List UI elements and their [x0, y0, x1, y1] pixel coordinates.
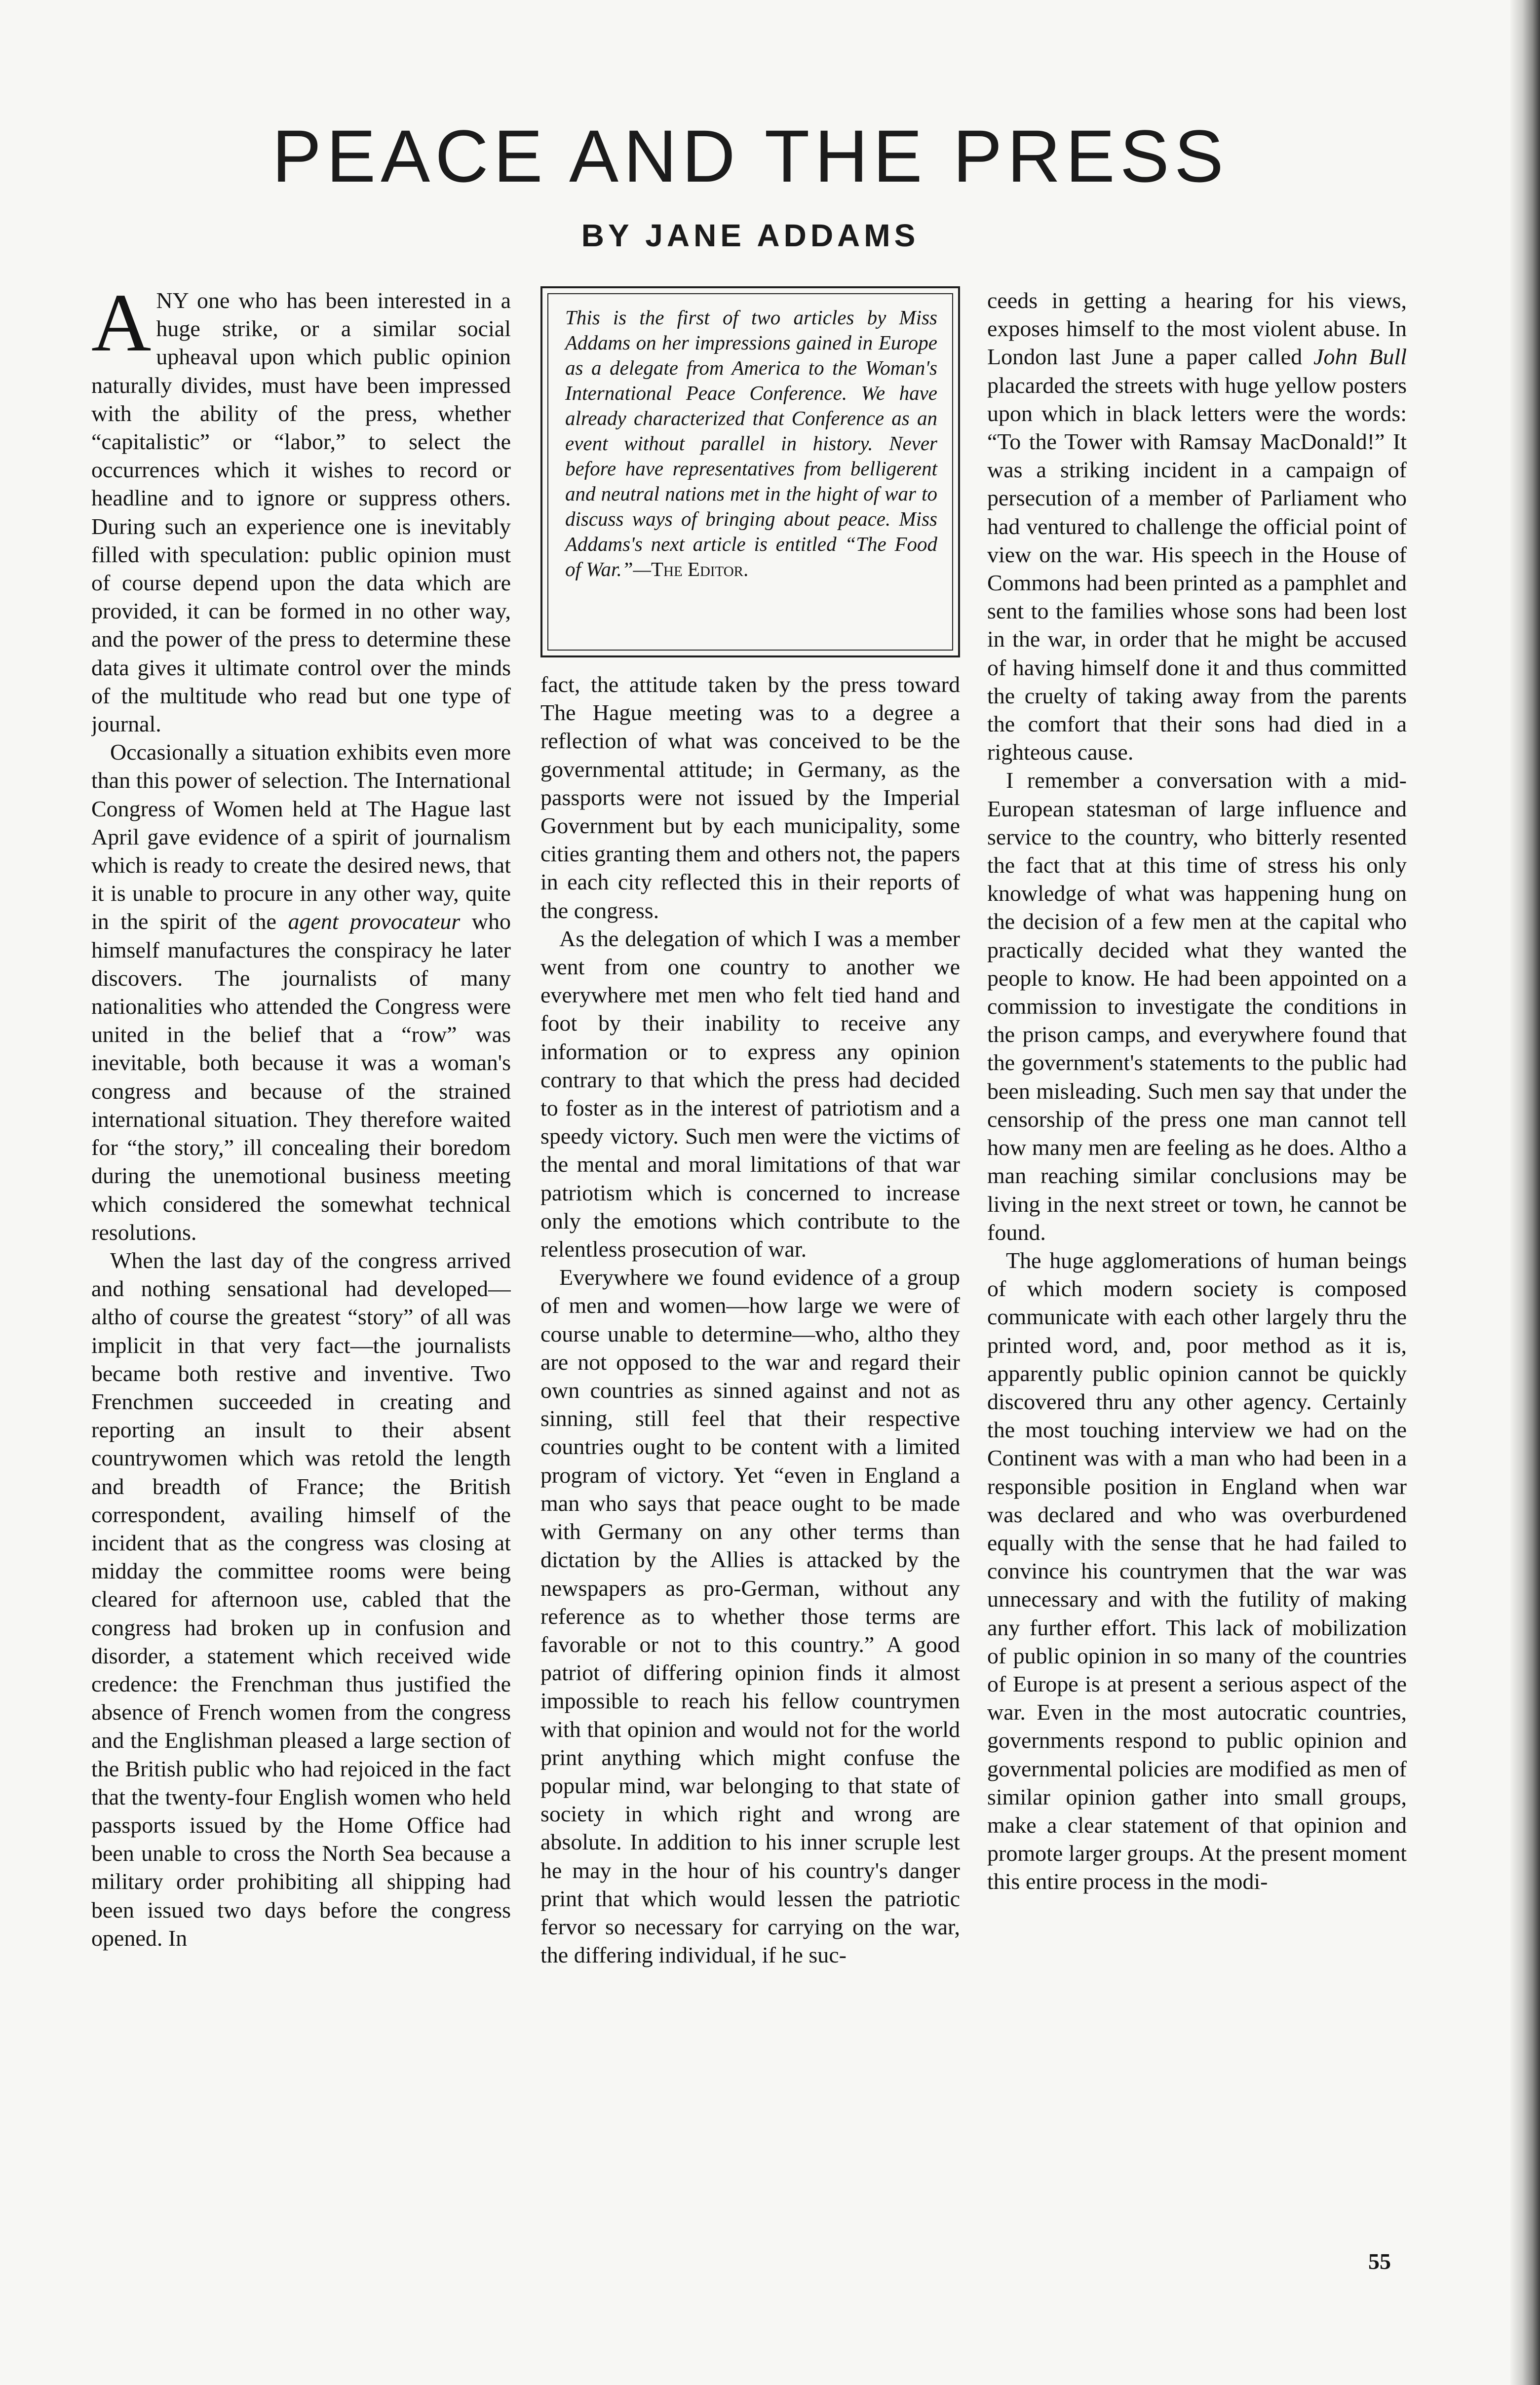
- paragraph: [91, 286, 511, 738]
- paragraph: The huge agglomerations of human beings of which modern society is composed communicate with each other largely thru the printed word, and, poor method as it is, apparently public opinion cannot be quickly discovered thru any other agency. Certainly the most touching interview we had on the Continent was with a man who had been in a responsible position in England when war was declared and who was overburdened equally with the sense that he had failed to convince his countrymen that the war was unnecessary and with the futility of making any further effort. This lack of mobilization of public opinion in so many of the countries of Europe is at present a serious aspect of the war. Even in the most autocratic countries, governments respond to public opinion and governmental policies are modified as men of similar opinion gather into small groups, make a clear statement of that opinion and promote larger groups. At the present moment this entire process in the modi-: [987, 1247, 1407, 1894]
- text-column-3: [987, 286, 1407, 2226]
- text-column-2: [540, 286, 960, 2226]
- editor-note-text: This is the first of two articles by Miss Addams on her impressions gained in Europe as a delegate from America to the Woman's International Peace Conference. We have already characterized that Conference as an event without parallel in history. Never before have representatives from belligerent and neutral nations met in the hight of war to discuss ways of bringing about peace. Miss Addams's next article is entitled “The Food of War.”—: [565, 306, 937, 580]
- paragraph: Everywhere we found evidence of a group of men and women—how large we were of course unable to determine—who, altho they are not opposed to the war and regard their own countries as sinned against and not as sinning, still feel that their respective countries ought to be content with a limited program of victory. Yet “even in England a man who says that peace ought to be made with Germany on any other terms than dictation by the Allies is attacked by the newspapers as pro-German, without any reference as to whether those terms are favorable or not to this country.” A good patriot of differing opinion finds it almost impossible to reach his fellow countrymen with that opinion and would not for the world print anything which might confuse the popular mind, war belonging to that state of society in which right and wrong are absolute. In addition to his inner scruple lest he may in the hour of his country's danger print that which would lessen the patriotic fervor so necessary for carrying on the war, the differing individual, if he suc-: [540, 1265, 960, 1968]
- editor-note: [547, 293, 953, 651]
- paragraph: [91, 738, 511, 1246]
- paragraph: As the delegation of which I was a member went from one country to another we everywhere met men who felt tied hand and foot by their inability to receive any information or to express any opinion contrary to that which the press had decided to foster as in the interest of patriotism and a speedy victory. Such men were the victims of the mental and moral limitations of that war patriotism which is concerned to increase only the emotions which contribute to the relentless prosecution of war.: [540, 925, 960, 1262]
- article-byline: BY JANE ADDAMS: [581, 218, 920, 253]
- article-title: PEACE AND THE PRESS: [272, 115, 1229, 197]
- paragraph-text: NY one who has been interested in a huge strike, or a similar social upheaval upon which public opinion naturally divides, must have been impressed with the ability of the press, whether “capitalistic” or “labor,” to select the occurrences which it wishes to record or headline and to ignore or suppress others. During such an experience one is inevitably filled with speculation: public opinion must of course depend upon the data which are provided, it can be formed in no other way, and the power of the press to determine these data gives it ultimate control over the minds of the multitude who read but one type of journal.: [91, 288, 511, 737]
- page-number: 55: [1368, 2249, 1391, 2274]
- italic-title: John Bull: [1313, 344, 1407, 370]
- paragraph: When the last day of the congress arrived and nothing sensational had developed—altho of course the greatest “story” of all was implicit in that very fact—the journalists became both restive and inventive. Two Frenchmen succeeded in creating and reporting an insult to their absent countrywomen which was retold the length and breadth of France; the British correspondent, availing himself of the incident that as the congress was closing at midday the committee rooms were being cleared for afternoon use, cabled that the congress had broken up in confusion and disorder, a statement which received wide credence: the Frenchman thus justified the absence of French women from the congress and the Englishman pleased a large section of the British public who had rejoiced in the fact that the twenty-four English women who held passports issued by the Home Office had been unable to cross the North Sea because a military order prohibiting all shipping had been issued two days before the congress opened. In: [91, 1247, 511, 1951]
- page-edge-shadow: [1510, 0, 1540, 2385]
- text-column-1: [91, 286, 511, 2226]
- italic-term: agent provocateur: [288, 909, 461, 934]
- paragraph: fact, the attitude taken by the press toward The Hague meeting was to a degree a reflection of what was conceived to be the governmental attitude; in Germany, as the passports were not issued by the Imperial Government but by each municipality, some cities granting them and others not, the papers in each city reflected this in their reports of the congress.: [540, 672, 960, 923]
- editor-note-box: [540, 286, 960, 657]
- drop-cap: A: [91, 286, 152, 369]
- paragraph: [987, 286, 1407, 766]
- paragraph-text: who himself manufactures the conspiracy he later discovers. The journalists of many nationalities who attended the Congress were united in the belief that a “row” was inevitable, both because it was a woman's congress and because of the strained international situation. They therefore waited for “the story,” ill concealing their boredom during the unemotional business meeting which considered the somewhat technical resolutions.: [91, 909, 511, 1245]
- paragraph-text: placarded the streets with huge yellow posters upon which in black letters were the words: “To the Tower with Ramsay MacDonald!” It was a striking incident in a campaign of persecution of a member of Parliament who had ventured to challenge the official point of view on the war. His speech in the House of Commons had been printed as a pamphlet and sent to the families whose sons had been lost in the war, in order that he might be accused of having himself done it and thus committed the cruelty of taking away from the parents the comfort that their sons had died in a righteous cause.: [987, 372, 1407, 765]
- paragraph-text: ceeds in getting a hearing for his views, exposes himself to the most violent abuse. In London last June a paper called: [987, 288, 1407, 370]
- paragraph: I remember a conversation with a mid-European statesman of large influence and service to the country, who bitterly resented the fact that at this time of stress his only knowledge of what was happening hung on the decision of a few men at the capital who practically decided what they wanted the people to know. He had been appointed on a commission to investigate the conditions in the prison camps, and everywhere found that the government's statements to the public had been misleading. Such men say that under the censorship of the press one man cannot tell how many men are feeling as he does. Altho a man reaching similar conclusions may be living in the next street or town, he cannot be found.: [987, 768, 1407, 1245]
- paragraph-text: Occasionally a situation exhibits even more than this power of selection. The International Congress of Women held at The Hague last April gave evidence of a spirit of journalism which is ready to create the desired news, that it is unable to procure in any other way, quite in the spirit of the: [91, 739, 511, 934]
- editor-signature: The Editor.: [651, 558, 749, 580]
